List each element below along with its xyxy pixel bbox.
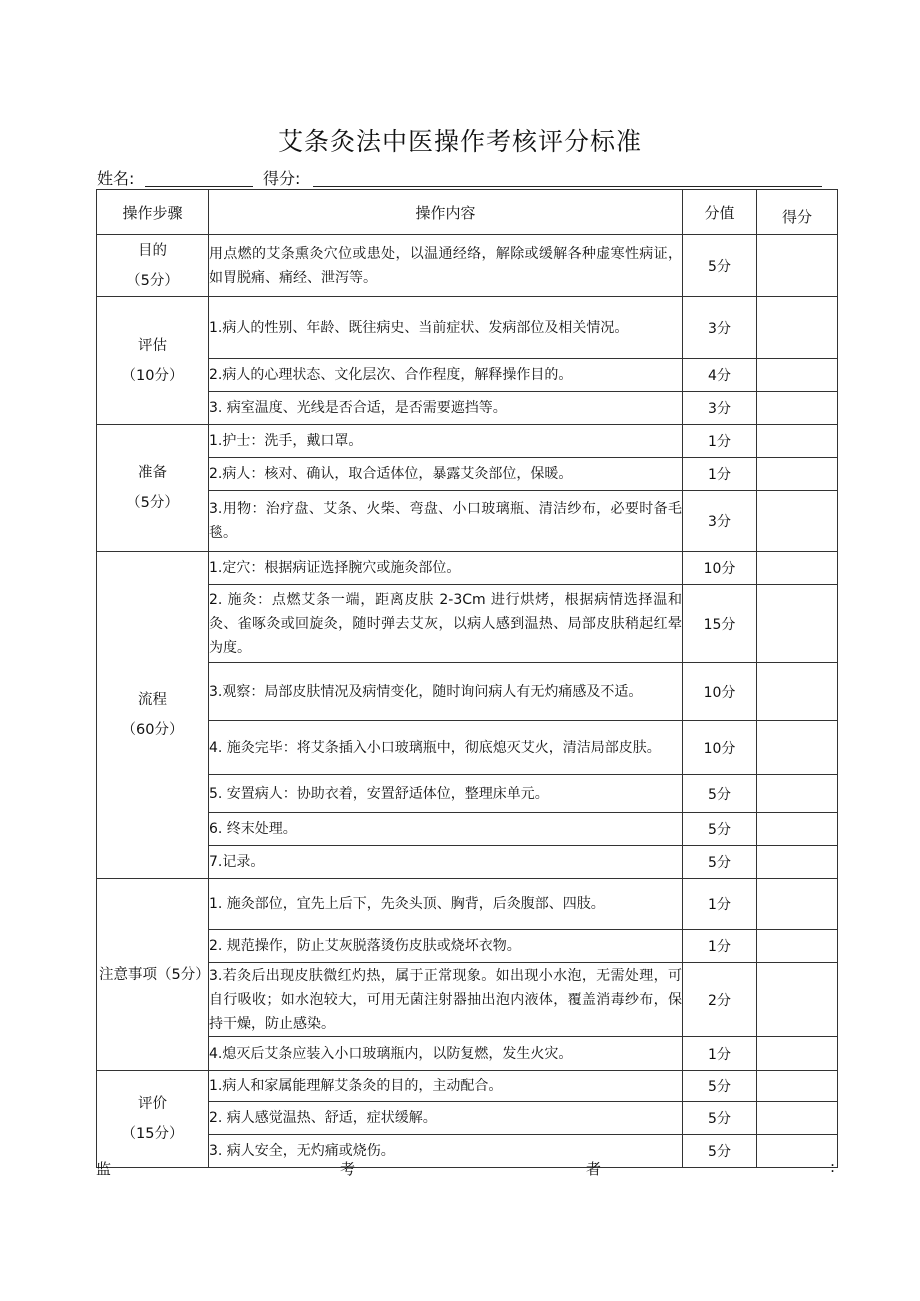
row-content: 2.病人的心理状态、文化层次、合作程度，解释操作目的。	[209, 359, 683, 392]
row-score: 1分	[683, 458, 757, 491]
scoring-table	[96, 189, 838, 1168]
row-content: 2. 病人感觉温热、舒适，症状缓解。	[209, 1102, 683, 1135]
section-name: 流程	[138, 692, 167, 708]
header-row	[97, 190, 838, 235]
row-content: 3.若灸后出现皮肤微红灼热，属于正常现象。如出现小水泡，无需处理，可自行吸收；如水泡较大，可用无菌注射器抽出泡内液体，覆盖消毒纱布，保持干燥，防止感染。	[209, 963, 683, 1037]
table-row	[97, 1037, 838, 1071]
table-row	[97, 392, 838, 425]
row-score: 1分	[683, 425, 757, 458]
section-points: （5分）	[126, 272, 179, 289]
table-row	[97, 491, 838, 552]
section-assessment	[97, 297, 209, 425]
score-cell[interactable]	[757, 297, 838, 359]
row-score: 5分	[683, 1135, 757, 1168]
score-cell[interactable]	[757, 392, 838, 425]
row-content: 5. 安置病人：协助衣着，安置舒适体位，整理床单元。	[209, 775, 683, 813]
table-row	[97, 846, 838, 879]
row-content: 1.护士：洗手，戴口罩。	[209, 425, 683, 458]
section-points: （5分）	[126, 495, 179, 511]
score-cell[interactable]	[757, 458, 838, 491]
row-score: 10分	[683, 721, 757, 775]
section-name: 目的	[138, 242, 167, 259]
row-score: 5分	[683, 775, 757, 813]
row-content: 3. 病人安全，无灼痛或烧伤。	[209, 1135, 683, 1168]
row-score: 3分	[683, 392, 757, 425]
name-label: 姓名:	[97, 169, 135, 188]
header-step: 操作步骤	[97, 190, 209, 235]
score-cell[interactable]	[757, 1102, 838, 1135]
row-score: 5分	[683, 235, 757, 297]
examiner-char-1: 监	[96, 1160, 112, 1178]
table-row	[97, 663, 838, 721]
section-evaluation	[97, 1071, 209, 1168]
row-score: 3分	[683, 491, 757, 552]
row-content: 4.熄灭后艾条应装入小口玻璃瓶内，以防复燃，发生火灾。	[209, 1037, 683, 1071]
section-name: 评价	[138, 1096, 167, 1112]
row-content: 用点燃的艾条熏灸穴位或患处，以温通经络，解除或缓解各种虚寒性病证，如胃脱痛、痛经、泄泻等。	[209, 235, 683, 297]
score-cell[interactable]	[757, 846, 838, 879]
row-content: 2.病人：核对、确认，取合适体位，暴露艾灸部位，保暖。	[209, 458, 683, 491]
row-score: 5分	[683, 1071, 757, 1102]
examiner-line	[96, 1158, 837, 1180]
table-row	[97, 425, 838, 458]
header-value: 分值	[683, 190, 757, 235]
examiner-char-3: 者	[586, 1160, 602, 1178]
score-cell[interactable]	[757, 235, 838, 297]
score-cell[interactable]	[757, 663, 838, 721]
row-score: 1分	[683, 1037, 757, 1071]
row-content: 3.用物：治疗盘、艾条、火柴、弯盘、小口玻璃瓶、清洁纱布，必要时备毛毯。	[209, 491, 683, 552]
row-score: 2分	[683, 963, 757, 1037]
score-cell[interactable]	[757, 963, 838, 1037]
row-score: 1分	[683, 879, 757, 930]
row-score: 4分	[683, 359, 757, 392]
row-content: 1.病人和家属能理解艾条灸的目的，主动配合。	[209, 1071, 683, 1102]
row-score: 10分	[683, 663, 757, 721]
table-row	[97, 775, 838, 813]
score-cell[interactable]	[757, 1071, 838, 1102]
score-cell[interactable]	[757, 813, 838, 846]
row-content: 2. 规范操作，防止艾灰脱落烫伤皮肤或烧坏衣物。	[209, 930, 683, 963]
score-cell[interactable]	[757, 775, 838, 813]
section-points: （60分）	[121, 722, 184, 738]
section-purpose	[97, 235, 209, 297]
score-cell[interactable]	[757, 930, 838, 963]
examiner-char-2: 考	[340, 1160, 356, 1178]
section-preparation	[97, 425, 209, 552]
header-content: 操作内容	[209, 190, 683, 235]
row-content: 1. 施灸部位，宜先上后下，先灸头顶、胸背，后灸腹部、四肢。	[209, 879, 683, 930]
row-score: 3分	[683, 297, 757, 359]
row-score: 5分	[683, 1102, 757, 1135]
table-row	[97, 930, 838, 963]
score-cell[interactable]	[757, 1037, 838, 1071]
table-row	[97, 458, 838, 491]
row-score: 1分	[683, 930, 757, 963]
table-row	[97, 721, 838, 775]
row-content: 3.观察：局部皮肤情况及病情变化，随时询问病人有无灼痛感及不适。	[209, 663, 683, 721]
table-row	[97, 813, 838, 846]
row-score: 15分	[683, 585, 757, 663]
score-cell[interactable]	[757, 552, 838, 585]
section-precautions	[97, 879, 209, 1071]
score-blank[interactable]	[313, 186, 822, 187]
row-score: 10分	[683, 552, 757, 585]
table-row	[97, 879, 838, 930]
row-content: 1.病人的性别、年龄、既往病史、当前症状、发病部位及相关情况。	[209, 297, 683, 359]
table-row	[97, 235, 838, 297]
row-score: 5分	[683, 813, 757, 846]
table-row	[97, 1102, 838, 1135]
score-cell[interactable]	[757, 879, 838, 930]
examiner-colon: :	[830, 1158, 836, 1176]
examinee-info-line	[97, 166, 822, 188]
section-procedure	[97, 552, 209, 879]
row-content: 4. 施灸完毕：将艾条插入小口玻璃瓶中，彻底熄灭艾火，清洁局部皮肤。	[209, 721, 683, 775]
score-cell[interactable]	[757, 491, 838, 552]
section-name: 注意事项（5分）	[99, 966, 210, 983]
row-content: 2. 施灸：点燃艾条一端，距离皮肤 2-3Cm 进行烘烤，根据病情选择温和灸、雀啄灸或回旋灸，随时弹去艾灰，以病人感到温热、局部皮肤稍起红晕为度。	[209, 585, 683, 663]
section-points: （10分）	[121, 367, 184, 384]
section-name: 评估	[138, 337, 167, 354]
page-title: 艾条灸法中医操作考核评分标准	[277, 127, 642, 156]
score-cell[interactable]	[757, 425, 838, 458]
table-row	[97, 1071, 838, 1102]
row-content: 1.定穴：根据病证选择腕穴或施灸部位。	[209, 552, 683, 585]
score-cell[interactable]	[757, 721, 838, 775]
score-cell[interactable]	[757, 359, 838, 392]
table-row	[97, 359, 838, 392]
row-content: 6. 终末处理。	[209, 813, 683, 846]
row-content: 7.记录。	[209, 846, 683, 879]
table-row	[97, 552, 838, 585]
row-score: 5分	[683, 846, 757, 879]
header-obtained: 得分	[757, 190, 838, 235]
table-row	[97, 585, 838, 663]
section-points: （15分）	[121, 1126, 184, 1142]
table-row	[97, 297, 838, 359]
score-cell[interactable]	[757, 585, 838, 663]
name-blank[interactable]	[145, 186, 253, 187]
score-label: 得分:	[263, 169, 301, 188]
section-name: 准备	[138, 465, 167, 481]
row-content: 3. 病室温度、光线是否合适，是否需要遮挡等。	[209, 392, 683, 425]
